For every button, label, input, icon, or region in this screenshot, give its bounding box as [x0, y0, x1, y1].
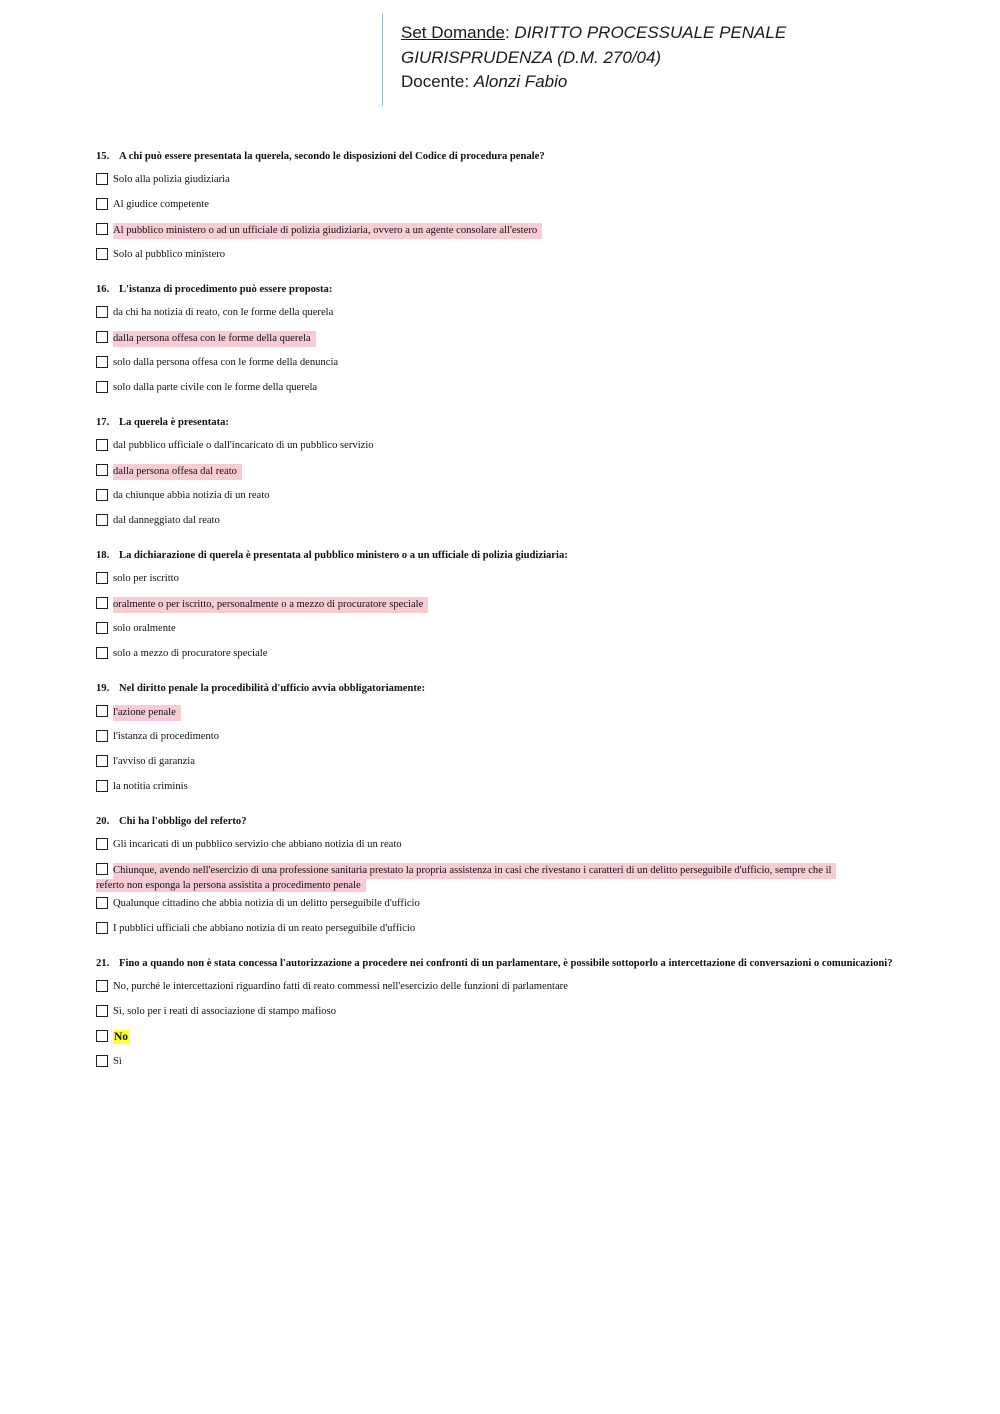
- question-title: [96, 957, 906, 970]
- answer-label: solo a mezzo di procuratore speciale: [113, 648, 268, 659]
- answer-label: Sì, solo per i reati di associazione di stampo mafioso: [113, 1006, 337, 1017]
- checkbox[interactable]: [96, 780, 108, 792]
- answer-option[interactable]: [96, 198, 906, 214]
- answer-label: solo dalla persona offesa con le forme della denuncia: [113, 357, 339, 368]
- subject-line-1: DIRITTO PROCESSUALE PENALE: [514, 23, 787, 42]
- answer-label-highlighted: Chiunque, avendo nell'esercizio di una professione sanitaria prestato la propria assistenza in casi che rivestano i caratteri di un delitto perseguibile d'ufficio, sempre che il: [113, 863, 836, 879]
- answer-label: dal pubblico ufficiale o dall'incaricato di un pubblico servizio: [113, 440, 374, 451]
- answer-option-correct[interactable]: [96, 464, 906, 480]
- answer-label: Gli incaricati di un pubblico servizio che abbiano notizia di un reato: [113, 839, 402, 850]
- checkbox[interactable]: [96, 622, 108, 634]
- answer-label: la notitia criminis: [113, 781, 188, 792]
- question-19: [96, 682, 906, 796]
- question-number: 17.: [96, 417, 110, 428]
- header-line-3: [401, 70, 786, 95]
- answer-option-correct[interactable]: [96, 223, 906, 239]
- checkbox[interactable]: [96, 381, 108, 393]
- question-text: L'istanza di procedimento può essere proposta:: [119, 284, 333, 295]
- question-17: [96, 416, 906, 530]
- question-20: [96, 815, 906, 938]
- answer-label-highlighted: Al pubblico ministero o ad un ufficiale di polizia giudiziaria, ovvero a un agente consolare all'estero: [113, 223, 542, 239]
- answer-label-highlighted: oralmente o per iscritto, personalmente o a mezzo di procuratore speciale: [113, 597, 428, 613]
- answer-option[interactable]: [96, 381, 906, 397]
- answer-option[interactable]: [96, 248, 906, 264]
- answer-option[interactable]: [96, 306, 906, 322]
- answer-option[interactable]: [96, 755, 906, 771]
- question-title: [96, 682, 906, 695]
- answer-label: solo dalla parte civile con le forme della querela: [113, 382, 318, 393]
- answer-option-correct[interactable]: [96, 597, 906, 613]
- question-15: [96, 150, 906, 264]
- question-21: [96, 957, 906, 1071]
- checkbox[interactable]: [96, 755, 108, 767]
- header-line-1: [401, 21, 786, 46]
- checkbox[interactable]: [96, 980, 108, 992]
- set-label: Set Domande: [401, 23, 505, 42]
- answer-label: Sì: [113, 1056, 122, 1067]
- checkbox[interactable]: [96, 1005, 108, 1017]
- answer-label: Solo alla polizia giudiziaria: [113, 174, 230, 185]
- questions-list: [96, 150, 906, 1080]
- question-title: [96, 283, 906, 296]
- checkbox[interactable]: [96, 306, 108, 318]
- question-number: 15.: [96, 151, 110, 162]
- checkbox[interactable]: [96, 356, 108, 368]
- checkbox[interactable]: [96, 514, 108, 526]
- answer-label-highlighted: dalla persona offesa dal reato: [113, 464, 242, 480]
- question-number: 19.: [96, 683, 110, 694]
- answer-label-highlighted: l'azione penale: [113, 705, 181, 721]
- answer-option[interactable]: [96, 439, 906, 455]
- checkbox[interactable]: [96, 198, 108, 210]
- answer-option[interactable]: [96, 1005, 906, 1021]
- question-text: Fino a quando non è stata concessa l'autorizzazione a procedere nei confronti di un parlamentare, è possibile sottoporlo a intercettazione di conversazioni o comunicazioni?: [119, 958, 893, 969]
- question-18: [96, 549, 906, 663]
- answer-option[interactable]: [96, 173, 906, 189]
- answer-option-correct[interactable]: [96, 863, 906, 893]
- answer-label: da chiunque abbia notizia di un reato: [113, 490, 270, 501]
- subject-line-2: GIURISPRUDENZA (D.M. 270/04): [401, 47, 662, 67]
- checkbox[interactable]: [96, 489, 108, 501]
- answer-label: No, purché le intercettazioni riguardino fatti di reato commessi nell'esercizio delle funzioni di parlamentare: [113, 981, 568, 992]
- question-text: Chi ha l'obbligo del referto?: [119, 816, 247, 827]
- teacher-label: Docente:: [401, 72, 470, 91]
- answer-label: Qualunque cittadino che abbia notizia di un delitto perseguibile d'ufficio: [113, 898, 420, 909]
- answer-option[interactable]: [96, 897, 906, 913]
- question-title: [96, 815, 906, 828]
- answer-label-highlighted: dalla persona offesa con le forme della querela: [113, 331, 316, 347]
- answer-label: Solo al pubblico ministero: [113, 249, 226, 260]
- answer-label: solo per iscritto: [113, 573, 179, 584]
- answer-option[interactable]: [96, 980, 906, 996]
- checkbox[interactable]: [96, 173, 108, 185]
- answer-option[interactable]: [96, 356, 906, 372]
- answer-option[interactable]: [96, 572, 906, 588]
- checkbox[interactable]: [96, 838, 108, 850]
- answer-option[interactable]: [96, 1055, 906, 1071]
- answer-option[interactable]: [96, 622, 906, 638]
- answer-option[interactable]: [96, 647, 906, 663]
- question-title: [96, 150, 906, 163]
- answer-option-correct[interactable]: [96, 1030, 906, 1046]
- checkbox[interactable]: [96, 223, 108, 235]
- header-line-2: [401, 46, 786, 71]
- answer-label: Al giudice competente: [113, 199, 209, 210]
- checkbox[interactable]: [96, 922, 108, 934]
- answer-option[interactable]: [96, 922, 906, 938]
- checkbox[interactable]: [96, 647, 108, 659]
- answer-label: l'avviso di garanzia: [113, 756, 195, 767]
- answer-option[interactable]: [96, 730, 906, 746]
- question-text: La dichiarazione di querela è presentata al pubblico ministero o a un ufficiale di polizia giudiziaria:: [119, 550, 568, 561]
- answer-label: l'istanza di procedimento: [113, 731, 220, 742]
- answer-option-correct[interactable]: [96, 705, 906, 721]
- answer-option[interactable]: [96, 838, 906, 854]
- teacher-name: Alonzi Fabio: [473, 72, 568, 91]
- colon: :: [504, 23, 510, 42]
- checkbox[interactable]: [96, 897, 108, 909]
- answer-label: solo oralmente: [113, 623, 176, 634]
- checkbox[interactable]: [96, 248, 108, 260]
- checkbox[interactable]: [96, 1030, 108, 1042]
- question-text: A chi può essere presentata la querela, secondo le disposizioni del Codice di procedura penale?: [119, 151, 545, 162]
- checkbox[interactable]: [96, 464, 108, 476]
- answer-option[interactable]: [96, 489, 906, 505]
- checkbox[interactable]: [96, 1055, 108, 1067]
- question-text: La querela è presentata:: [119, 417, 229, 428]
- question-number: 21.: [96, 958, 110, 969]
- question-16: [96, 283, 906, 397]
- question-title: [96, 416, 906, 429]
- checkbox[interactable]: [96, 572, 108, 584]
- question-number: 16.: [96, 284, 110, 295]
- question-text: Nel diritto penale la procedibilità d'ufficio avvia obbligatoriamente:: [119, 683, 426, 694]
- checkbox[interactable]: [96, 331, 108, 343]
- document-header: [382, 13, 786, 106]
- answer-option[interactable]: [96, 514, 906, 530]
- question-title: [96, 549, 906, 562]
- checkbox[interactable]: [96, 705, 108, 717]
- answer-label-highlighted-continued: referto non esponga la persona assistita a procedimento penale: [96, 879, 366, 892]
- question-number: 20.: [96, 816, 110, 827]
- answer-label: dal danneggiato dal reato: [113, 515, 220, 526]
- checkbox[interactable]: [96, 439, 108, 451]
- answer-label-highlighted: No: [114, 1031, 129, 1043]
- answer-option-correct[interactable]: [96, 331, 906, 347]
- checkbox[interactable]: [96, 597, 108, 609]
- checkbox[interactable]: [96, 730, 108, 742]
- question-number: 18.: [96, 550, 110, 561]
- answer-label: I pubblici ufficiali che abbiano notizia di un reato perseguibile d'ufficio: [113, 923, 416, 934]
- checkbox[interactable]: [96, 863, 108, 875]
- answer-option[interactable]: [96, 780, 906, 796]
- answer-label: da chi ha notizia di reato, con le forme della querela: [113, 307, 334, 318]
